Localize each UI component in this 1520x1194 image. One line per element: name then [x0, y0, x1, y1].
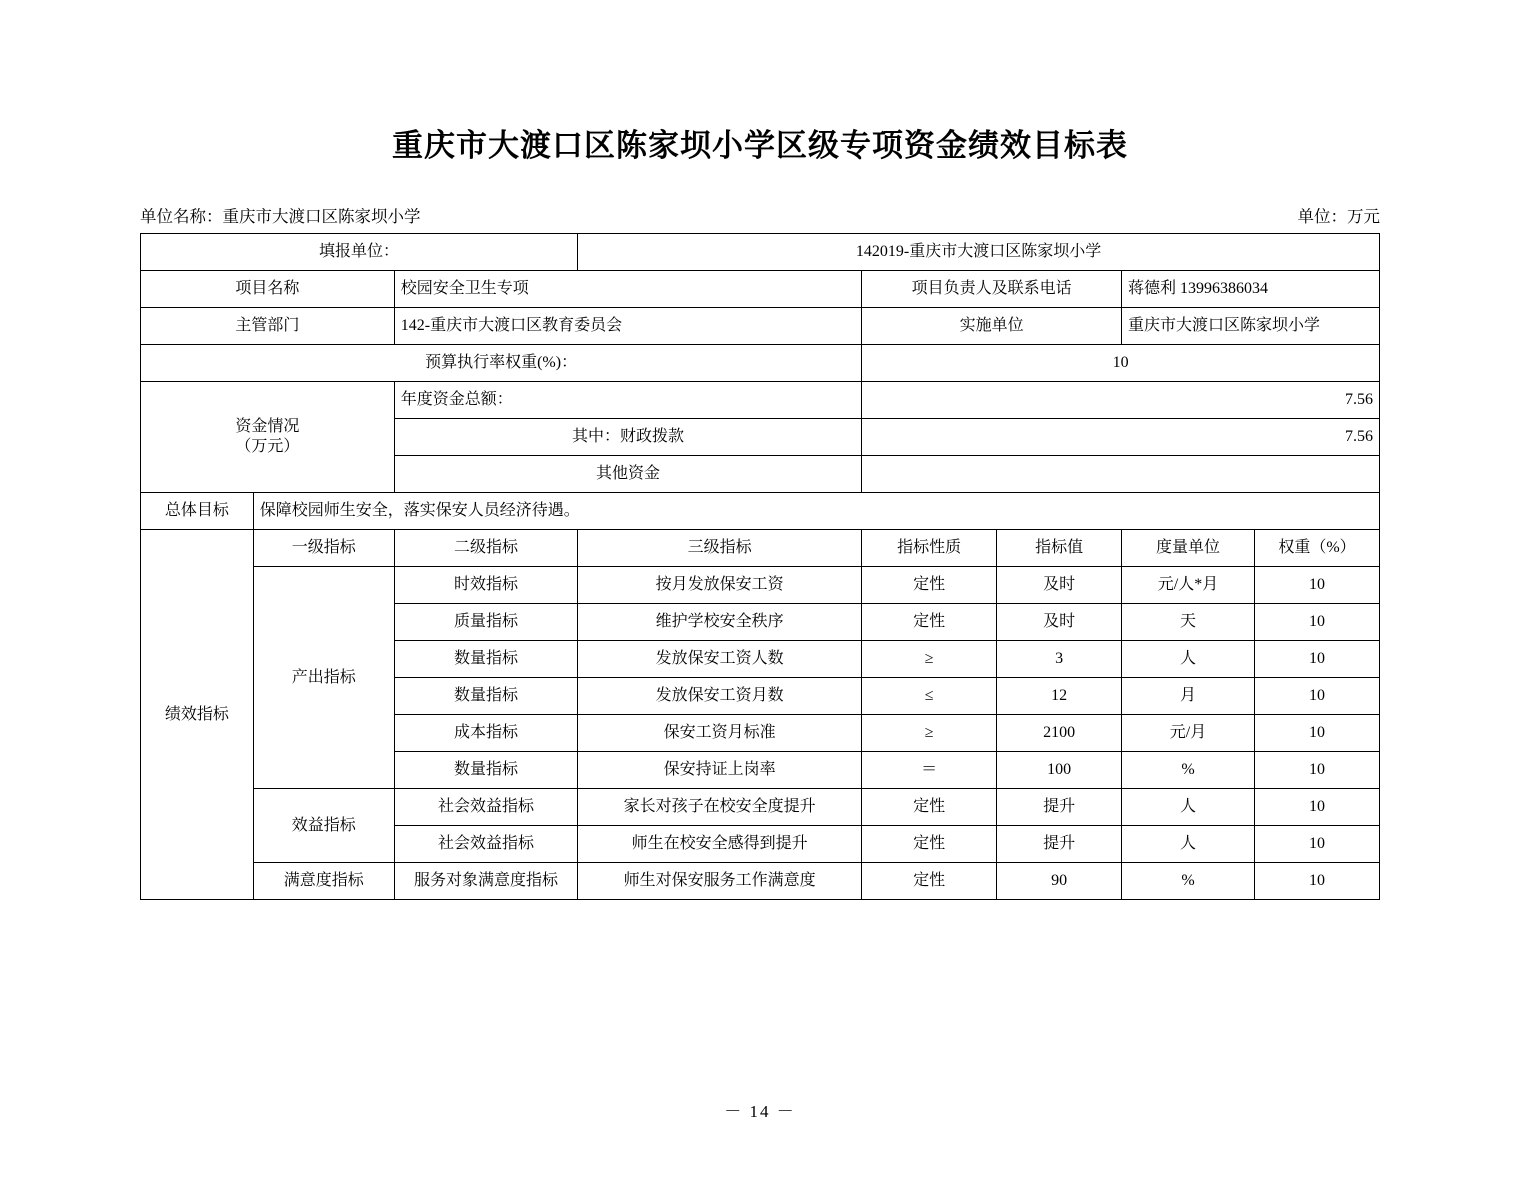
indicator-level3: 家长对孩子在校安全度提升	[578, 789, 862, 826]
indicator-level2: 服务对象满意度指标	[394, 863, 577, 900]
column-header-value: 指标值	[997, 530, 1122, 567]
indicator-nature: 定性	[862, 604, 997, 641]
column-header-weight: 权重（%）	[1254, 530, 1379, 567]
indicator-unit: 天	[1122, 604, 1255, 641]
indicator-weight: 10	[1254, 604, 1379, 641]
indicator-weight: 10	[1254, 567, 1379, 604]
indicator-weight: 10	[1254, 641, 1379, 678]
project-name-value: 校园安全卫生专项	[394, 271, 861, 308]
performance-indicator-label: 绩效指标	[141, 530, 254, 900]
funds-row-label: 其中：财政拨款	[394, 419, 861, 456]
indicator-level2: 数量指标	[394, 678, 577, 715]
indicator-level2: 数量指标	[394, 641, 577, 678]
project-owner-label: 项目负责人及联系电话	[862, 271, 1122, 308]
budget-rate-value: 10	[862, 345, 1380, 382]
project-owner-value: 蒋德利 13996386034	[1122, 271, 1380, 308]
indicator-weight: 10	[1254, 678, 1379, 715]
funds-label-line1: 资金情况	[235, 418, 300, 435]
indicator-level1: 产出指标	[253, 567, 394, 789]
indicator-weight: 10	[1254, 752, 1379, 789]
indicator-value: 90	[997, 863, 1122, 900]
implement-unit-value: 重庆市大渡口区陈家坝小学	[1122, 308, 1380, 345]
funds-row-value	[862, 456, 1380, 493]
indicator-unit: 人	[1122, 826, 1255, 863]
indicator-unit: %	[1122, 752, 1255, 789]
table-row	[141, 863, 1380, 900]
indicator-level2: 数量指标	[394, 752, 577, 789]
performance-goal-table	[140, 233, 1380, 900]
column-header-level3: 三级指标	[578, 530, 862, 567]
supervisor-label: 主管部门	[141, 308, 395, 345]
table-row	[141, 271, 1380, 308]
indicator-level3: 保安工资月标准	[578, 715, 862, 752]
column-header-unit: 度量单位	[1122, 530, 1255, 567]
indicator-value: 2100	[997, 715, 1122, 752]
implement-unit-label: 实施单位	[862, 308, 1122, 345]
indicator-value: 及时	[997, 567, 1122, 604]
document-meta	[140, 203, 1380, 227]
funds-row-label: 其他资金	[394, 456, 861, 493]
indicator-unit: 元/人*月	[1122, 567, 1255, 604]
column-header-level2: 二级指标	[394, 530, 577, 567]
table-row	[141, 493, 1380, 530]
table-row	[141, 308, 1380, 345]
fill-unit-label: 填报单位：	[141, 234, 578, 271]
page-title: 重庆市大渡口区陈家坝小学区级专项资金绩效目标表	[392, 128, 1128, 163]
indicator-level2: 时效指标	[394, 567, 577, 604]
indicator-level2: 社会效益指标	[394, 826, 577, 863]
page-number: － 14 －	[724, 1102, 796, 1121]
unit-measure-label: 单位：万元	[1297, 207, 1380, 226]
funds-row-value: 7.56	[862, 382, 1380, 419]
indicator-level2: 质量指标	[394, 604, 577, 641]
table-row	[141, 234, 1380, 271]
budget-rate-label: 预算执行率权重(%)：	[141, 345, 862, 382]
indicator-nature: ≤	[862, 678, 997, 715]
overall-goal-value: 保障校园师生安全，落实保安人员经济待遇。	[253, 493, 1379, 530]
table-row	[141, 382, 1380, 419]
indicator-nature: ＝	[862, 752, 997, 789]
table-row	[141, 567, 1380, 604]
indicator-unit: 人	[1122, 641, 1255, 678]
indicator-value: 提升	[997, 789, 1122, 826]
indicator-nature: 定性	[862, 567, 997, 604]
indicator-value: 100	[997, 752, 1122, 789]
indicator-unit: 人	[1122, 789, 1255, 826]
column-header-nature: 指标性质	[862, 530, 997, 567]
indicator-weight: 10	[1254, 863, 1379, 900]
indicator-weight: 10	[1254, 789, 1379, 826]
funds-label-line2: （万元）	[235, 438, 300, 455]
indicator-unit: 元/月	[1122, 715, 1255, 752]
table-header-row	[141, 530, 1380, 567]
indicator-value: 及时	[997, 604, 1122, 641]
indicator-value: 提升	[997, 826, 1122, 863]
indicator-unit: 月	[1122, 678, 1255, 715]
indicator-unit: %	[1122, 863, 1255, 900]
table-row	[141, 345, 1380, 382]
indicator-level3: 师生对保安服务工作满意度	[578, 863, 862, 900]
column-header-level1: 一级指标	[253, 530, 394, 567]
indicator-level3: 发放保安工资月数	[578, 678, 862, 715]
indicator-level3: 维护学校安全秩序	[578, 604, 862, 641]
funds-row-label: 年度资金总额：	[394, 382, 861, 419]
document-page	[0, 120, 1520, 1194]
indicator-level1: 满意度指标	[253, 863, 394, 900]
indicator-value: 12	[997, 678, 1122, 715]
indicator-level3: 师生在校安全感得到提升	[578, 826, 862, 863]
indicator-nature: ≥	[862, 715, 997, 752]
indicator-weight: 10	[1254, 826, 1379, 863]
overall-goal-label: 总体目标	[141, 493, 254, 530]
indicator-level3: 发放保安工资人数	[578, 641, 862, 678]
indicator-level2: 社会效益指标	[394, 789, 577, 826]
indicator-weight: 10	[1254, 715, 1379, 752]
supervisor-value: 142-重庆市大渡口区教育委员会	[394, 308, 861, 345]
indicator-nature: 定性	[862, 826, 997, 863]
indicator-level1: 效益指标	[253, 789, 394, 863]
unit-name-label: 单位名称：重庆市大渡口区陈家坝小学	[140, 207, 421, 226]
funds-row-value: 7.56	[862, 419, 1380, 456]
fill-unit-value: 142019-重庆市大渡口区陈家坝小学	[578, 234, 1380, 271]
funds-label	[141, 382, 395, 493]
indicator-nature: ≥	[862, 641, 997, 678]
indicator-level3: 按月发放保安工资	[578, 567, 862, 604]
indicator-value: 3	[997, 641, 1122, 678]
indicator-level3: 保安持证上岗率	[578, 752, 862, 789]
indicator-nature: 定性	[862, 789, 997, 826]
indicator-level2: 成本指标	[394, 715, 577, 752]
indicator-nature: 定性	[862, 863, 997, 900]
table-row	[141, 789, 1380, 826]
project-name-label: 项目名称	[141, 271, 395, 308]
